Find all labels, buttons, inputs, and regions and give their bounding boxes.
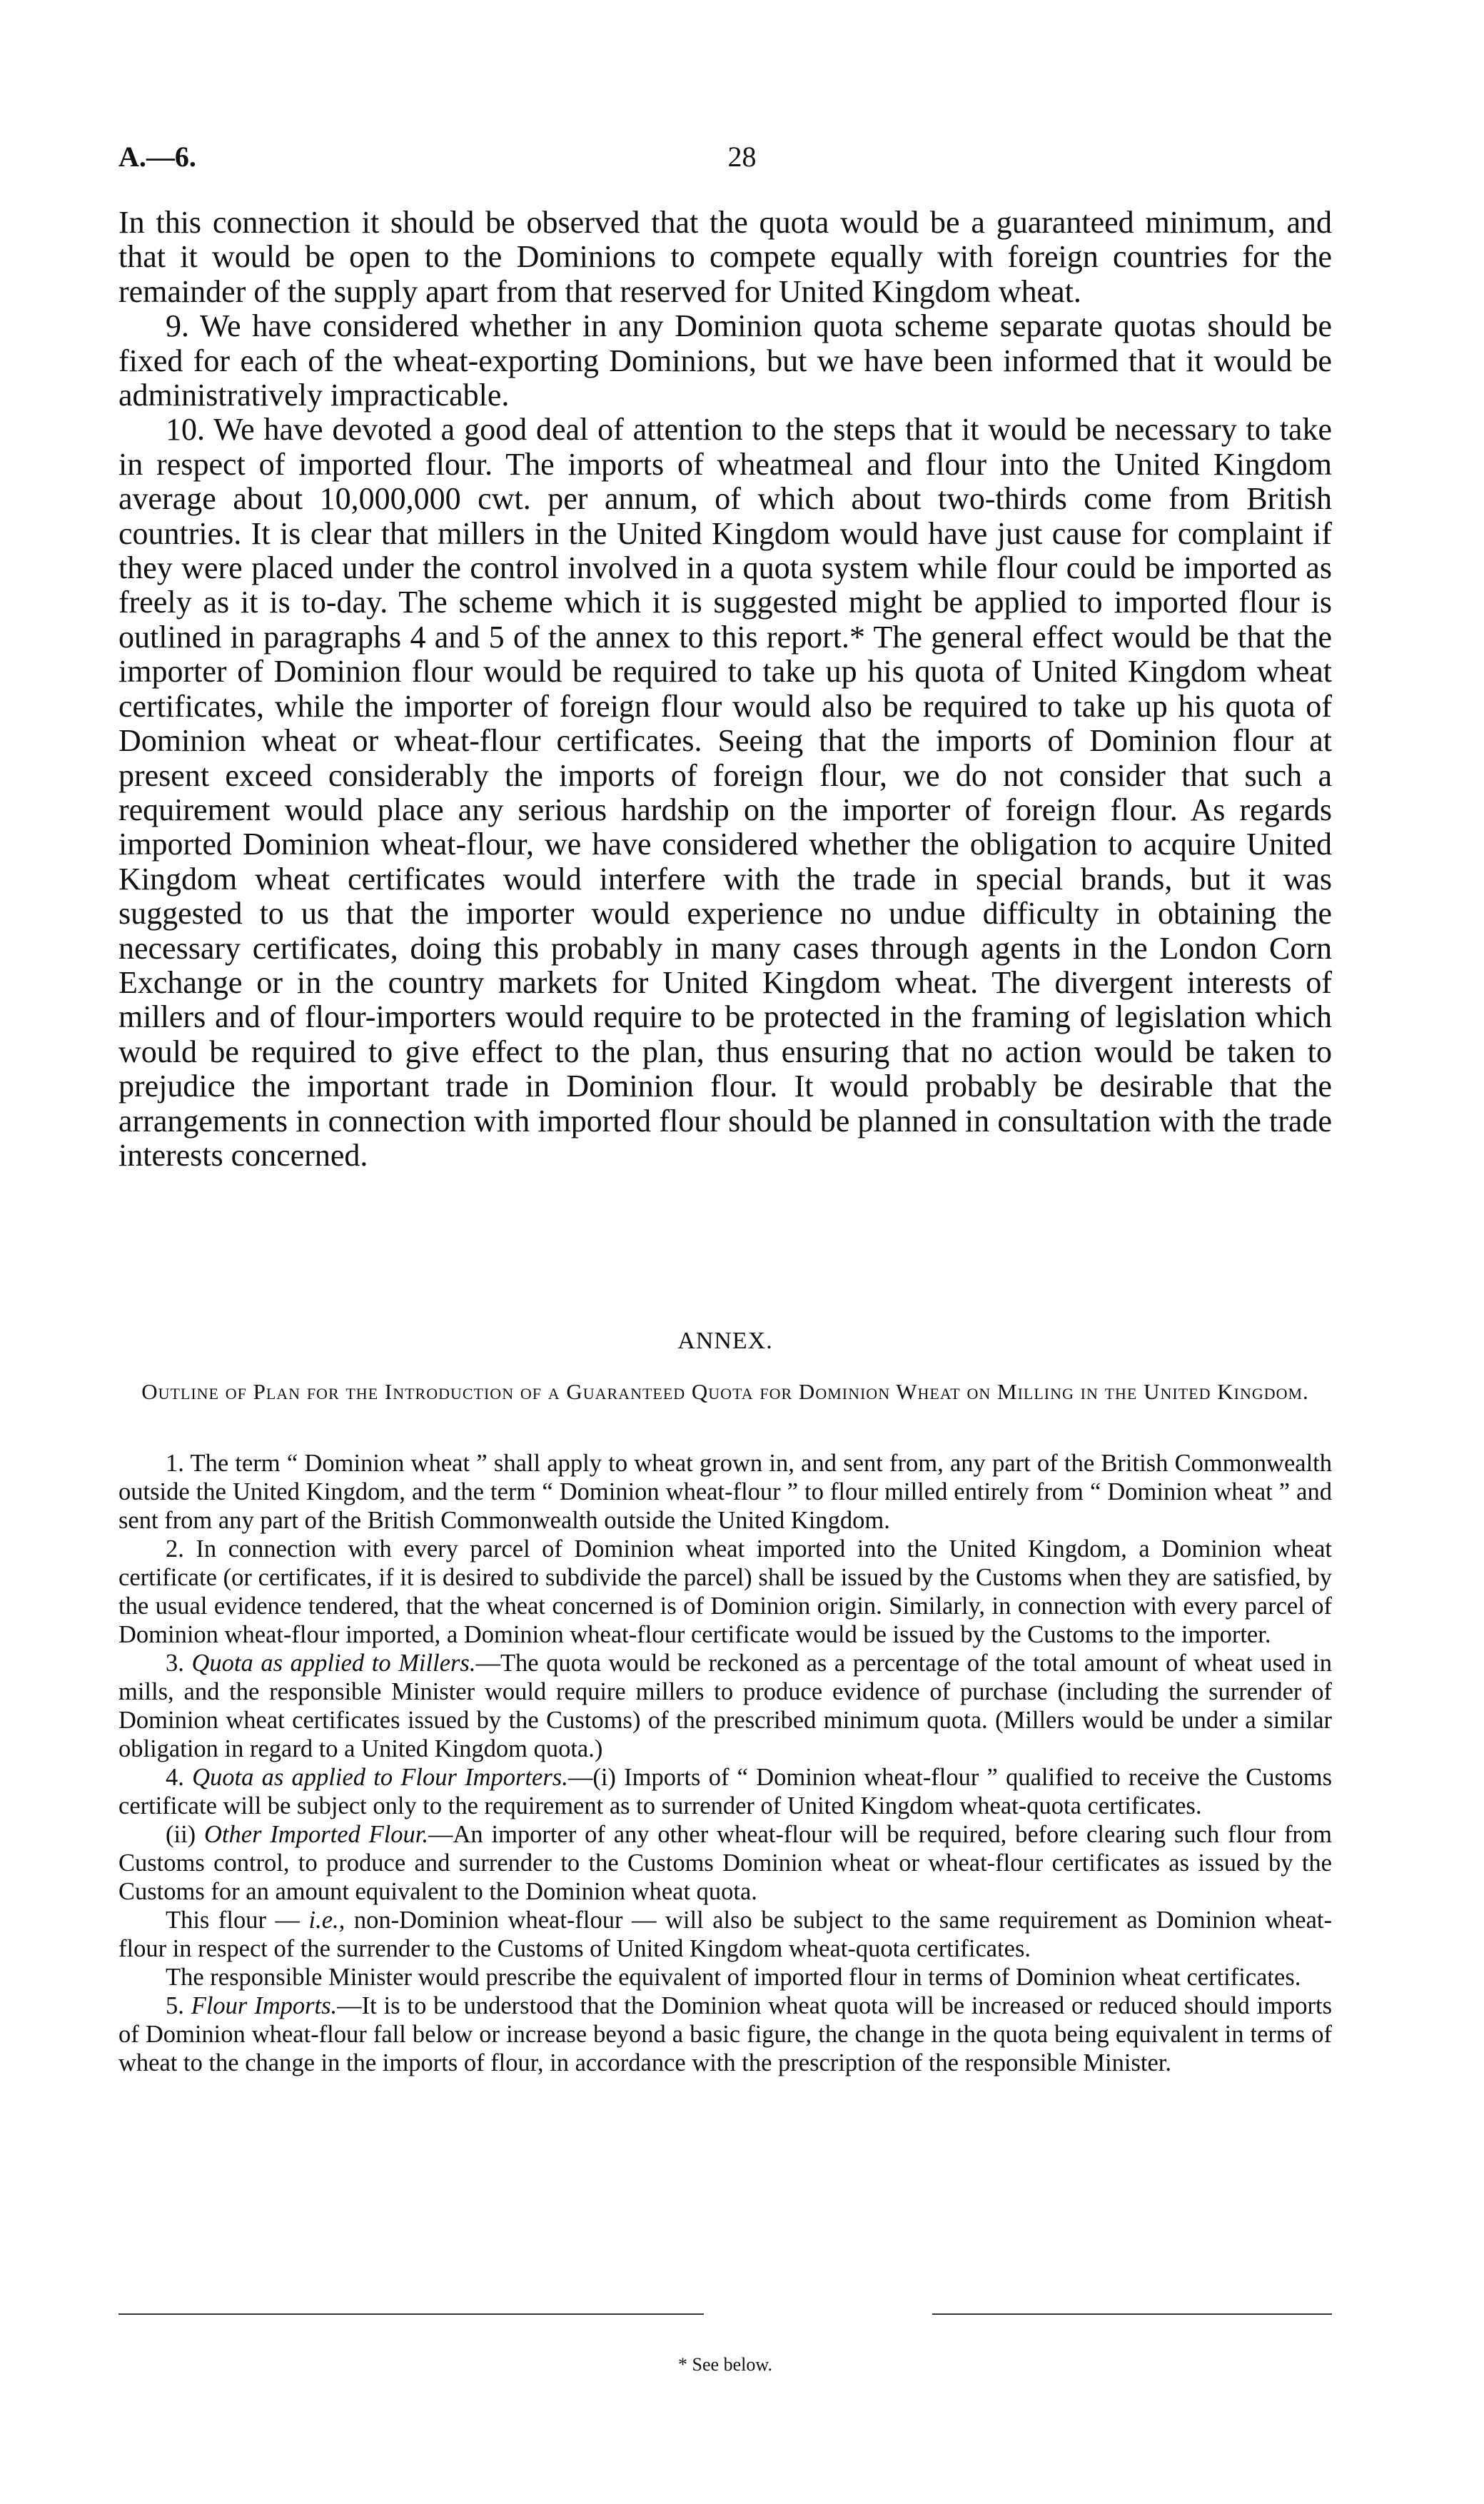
annex-item-4-ii-text: —An importer of any other wheat-flour will be required, before clearing such flour from Customs control, to produce and surrender to the Customs Dominion wheat or wheat-flour certificates as issued by the Customs for an amount equivalent to the Dominion wheat quota. xyxy=(118,1821,1333,1905)
annex-item-4-iii xyxy=(118,1906,1332,1963)
annex-item-3 xyxy=(118,1649,1332,1763)
annex-item-4-number: 4. xyxy=(166,1764,184,1791)
footnote: * See below. xyxy=(678,2354,772,2375)
annex-heading: Outline of Plan for the Introduction of a Guaranteed Quota for Dominion Wheat on Milling in the United Kingdom. xyxy=(141,1379,1309,1404)
annex-item-5-title: Flour Imports. xyxy=(191,1992,338,2019)
annex-title: ANNEX. xyxy=(677,1328,773,1354)
document-reference: A.—6. xyxy=(118,141,196,173)
annex-item-4-ii xyxy=(118,1820,1332,1906)
paragraph-continuation: In this connection it should be observed that the quota would be a guaranteed minimum, and that it would be open to the Dominions to compete equally with foreign countries for the remainder of the supply apart from that reserved for United Kingdom wheat. xyxy=(118,205,1332,309)
page-header xyxy=(118,140,1366,183)
annex-item-4 xyxy=(118,1763,1332,1820)
footnote-rule-left xyxy=(118,2313,704,2315)
annex-body xyxy=(118,1449,1332,2077)
annex-item-3-number: 3. xyxy=(166,1650,184,1677)
annex-item-4-ii-number: (ii) xyxy=(166,1821,196,1848)
annex-item-5-number: 5. xyxy=(166,1992,184,2019)
report-body xyxy=(118,206,1332,1173)
annex-item-4-iii-pre: This flour — xyxy=(166,1907,309,1934)
annex-item-4-text: —(i) Imports of “ Dominion wheat-flour ” qualified to receive the Customs certificate will be subject only to the requirement as to surrender of United Kingdom wheat-quota certificates. xyxy=(118,1764,1333,1819)
annex-item-1: 1. The term “ Dominion wheat ” shall apply to wheat grown in, and sent from, any part of the British Commonwealth outside the United Kingdom, and the term “ Dominion wheat-flour ” to flour milled entirely from “ Dominion wheat ” and sent from any part of the British Commonwealth outside the United Kingdom. xyxy=(118,1450,1332,1534)
annex-item-2: 2. In connection with every parcel of Dominion wheat imported into the United Kingdom, a Dominion wheat certificate (or certificates, if it is desired to subdivide the parcel) shall be issued by the Customs when they are satisfied, by the usual evidence tendered, that the wheat concerned is of Dominion origin. Similarly, in connection with every parcel of Dominion wheat-flour imported, a Dominion wheat-flour certificate would be issued by the Customs to the importer. xyxy=(118,1535,1332,1648)
annex-item-4-title: Quota as applied to Flour Importers. xyxy=(192,1764,568,1791)
annex-item-4-iv: The responsible Minister would prescribe the equivalent of imported flour in terms of Dominion wheat certificates. xyxy=(166,1964,1301,1991)
footnote-rule-right xyxy=(932,2313,1332,2315)
annex-item-3-title: Quota as applied to Millers. xyxy=(191,1650,476,1677)
page-number: 28 xyxy=(727,141,757,173)
annex-item-3-text: —The quota would be reckoned as a percentage of the total amount of wheat used in mills, and the responsible Minister would require millers to produce evidence of purchase (including the surrender of Dominion wheat certificates issued by the Customs) of the prescribed minimum quota. (Millers would be under a similar obligation in regard to a United Kingdom quota.) xyxy=(118,1650,1333,1762)
annex-item-4-iii-text: non-Dominion wheat-flour — will also be subject to the same requirement as Dominion wheat-flour in respect of the surrender to the Customs of United Kingdom wheat-quota certificates. xyxy=(118,1907,1332,1962)
paragraph-9: 9. We have considered whether in any Dominion quota scheme separate quotas should be fixed for each of the wheat-exporting Dominions, but we have been informed that it would be administratively impracticable. xyxy=(118,308,1332,413)
footnote-rules xyxy=(118,2313,1332,2316)
paragraph-10: 10. We have devoted a good deal of attention to the steps that it would be necessary to take in respect of imported flour. The imports of wheatmeal and flour into the United Kingdom average about 10,000,000 cwt. per annum, of which about two-thirds come from British countries. It is clear that millers in the United Kingdom would have just cause for complaint if they were placed under the control involved in a quota system while flour could be imported as freely as it is to-day. The scheme which it is suggested might be applied to imported flour is outlined in paragraphs 4 and 5 of the annex to this report.* The general effect would be that the importer of Dominion flour would be required to take up his quota of United Kingdom wheat certificates, while the importer of foreign flour would also be required to take up his quota of Dominion wheat or wheat-flour certificates. Seeing that the imports of Dominion flour at present exceed considerably the imports of foreign flour, we do not consider that such a requirement would place any serious hardship on the importer of foreign flour. As regards imported Dominion wheat-flour, we have considered whether the obligation to acquire United Kingdom wheat certificates would interfere with the trade in special brands, but it was suggested to us that the importer would experience no undue difficulty in obtaining the necessary certificates, doing this probably in many cases through agents in the London Corn Exchange or in the country markets for United Kingdom wheat. The divergent interests of millers and of flour-importers would require to be protected in the framing of legislation which would be required to give effect to the plan, thus ensuring that no action would be taken to prejudice the important trade in Dominion flour. It would probably be desirable that the arrangements in connection with imported flour should be planned in consultation with the trade interests concerned. xyxy=(118,412,1332,1173)
annex-item-4-ii-title: Other Imported Flour. xyxy=(204,1821,429,1848)
annex-item-4-iii-ie: i.e., xyxy=(308,1907,345,1934)
annex-item-5 xyxy=(118,1991,1332,2077)
annex-item-5-text: —It is to be understood that the Dominion wheat quota will be increased or reduced should imports of Dominion wheat-flour fall below or increase beyond a basic figure, the change in the quota being equivalent in terms of wheat to the change in the imports of flour, in accordance with the prescription of the responsible Minister. xyxy=(118,1992,1332,2076)
